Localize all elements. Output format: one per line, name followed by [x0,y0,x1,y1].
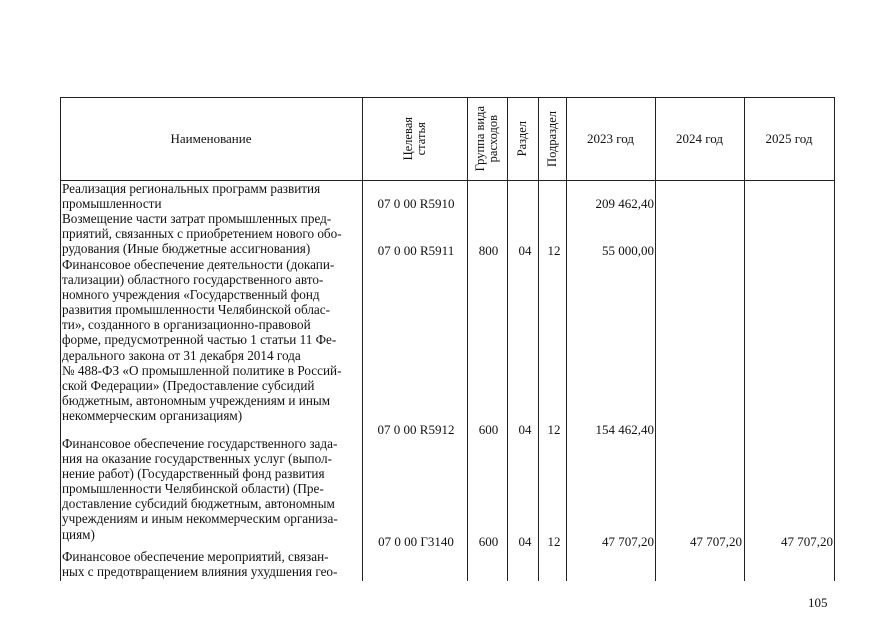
header-section [507,97,538,180]
row-name-line: Возмещение части затрат промышленных пред- [62,211,332,226]
row-name [62,181,359,211]
row-section: 04 [518,243,532,258]
header-name-label: Наименование [170,130,252,146]
row-name-line: тализации) областного государственного авто- [62,272,324,288]
row-subsection: 12 [547,243,561,258]
row-expense-group: 600 [478,534,499,549]
header-expense-group [467,97,507,180]
row-name-line: ния на оказание государственных услуг (выпол- [62,451,333,467]
row-name [62,436,359,542]
row-subsection: 12 [547,534,561,549]
row-name-line: некоммерческим организациям) [62,407,243,423]
row-name-line: нение работ) (Государственный фонд развития [62,466,325,482]
row-section: 04 [518,422,532,437]
row-amount-2025: 47 707,20 [781,534,833,549]
row-name-line: ти», созданного в организационно-правовой [62,317,311,333]
header-year-2023-label: 2023 год [587,130,634,146]
header-name [60,97,362,180]
row-name-line: промышленности Челябинской области) (Пре- [62,481,324,497]
row-name-line: дерального закона от 31 декабря 2014 года [62,347,301,363]
header-group-line2: расходов [486,114,500,163]
header-year-2024 [655,97,744,180]
row-expense-group: 600 [478,422,499,437]
row-name-line: Финансовое обеспечение деятельности (докапи- [62,257,335,272]
header-expense-group-label [474,106,500,171]
row-section: 04 [518,534,532,549]
row-name-line: Финансовое обеспечение государственного зада- [62,436,338,451]
row-target-item: 07 0 00 Г3140 [378,534,454,549]
row-name-line: развития промышленности Челябинской облас- [62,302,331,318]
header-year-2025 [744,97,834,180]
row-name-line: Финансовое обеспечение мероприятий, связан- [62,549,329,564]
budget-table [60,97,835,581]
header-target-line1: Целевая [400,116,415,161]
header-subsection [538,97,566,180]
row-amount-2023: 55 000,00 [602,243,654,258]
header-subsection-label: Подраздел [544,110,559,167]
row-name-line: ных с предотвращением влияния ухудшения гео- [62,564,338,580]
header-year-2023 [566,97,655,180]
row-name-line: ской Федерации» (Предоставление субсидий [62,377,315,393]
header-target-item-label [402,117,428,160]
row-subsection: 12 [547,422,561,437]
header-year-2024-label: 2024 год [676,130,723,146]
row-name-line: приятий, связанных с приобретением нового обо- [62,226,342,242]
row-amount-2023: 154 462,40 [595,422,654,437]
row-name-line: № 488-ФЗ «О промышленной политике в Россий- [62,362,342,378]
row-name [62,549,359,579]
row-amount-2023: 47 707,20 [602,534,654,549]
row-name [62,257,359,423]
row-name-line: номного учреждения «Государственный фонд [62,287,320,303]
header-year-2025-label: 2025 год [765,130,813,146]
col-border [834,97,835,581]
row-name-line: бюджетным, автономным учреждениям и иным [62,392,331,408]
row-expense-group: 800 [478,243,499,258]
row-name [62,211,359,256]
row-name-line: промышленности [62,196,162,212]
row-name-line: Реализация региональных программ развития [62,181,321,196]
header-group-line1: Группа вида [473,105,487,172]
row-amount-2024: 47 707,20 [690,534,742,549]
header-target-line2: статья [413,121,428,156]
row-name-line: учреждениям и иным некоммерческим организа- [62,511,338,527]
row-target-item: 07 0 00 R5910 [377,196,455,211]
header-target-item [362,97,467,180]
row-target-item: 07 0 00 R5911 [377,243,455,258]
row-name-line: циям) [62,526,95,542]
header-section-label: Раздел [515,120,529,157]
row-name-line: рудования (Иные бюджетные ассигнования) [62,241,311,257]
page-number: 105 [808,595,828,610]
row-name-line: форме, предусмотренной частью 1 статьи 11 Фе- [62,332,337,348]
row-amount-2023: 209 462,40 [595,196,654,211]
row-name-line: доставление субсидий бюджетным, автономным [62,496,335,512]
row-target-item: 07 0 00 R5912 [377,422,455,437]
